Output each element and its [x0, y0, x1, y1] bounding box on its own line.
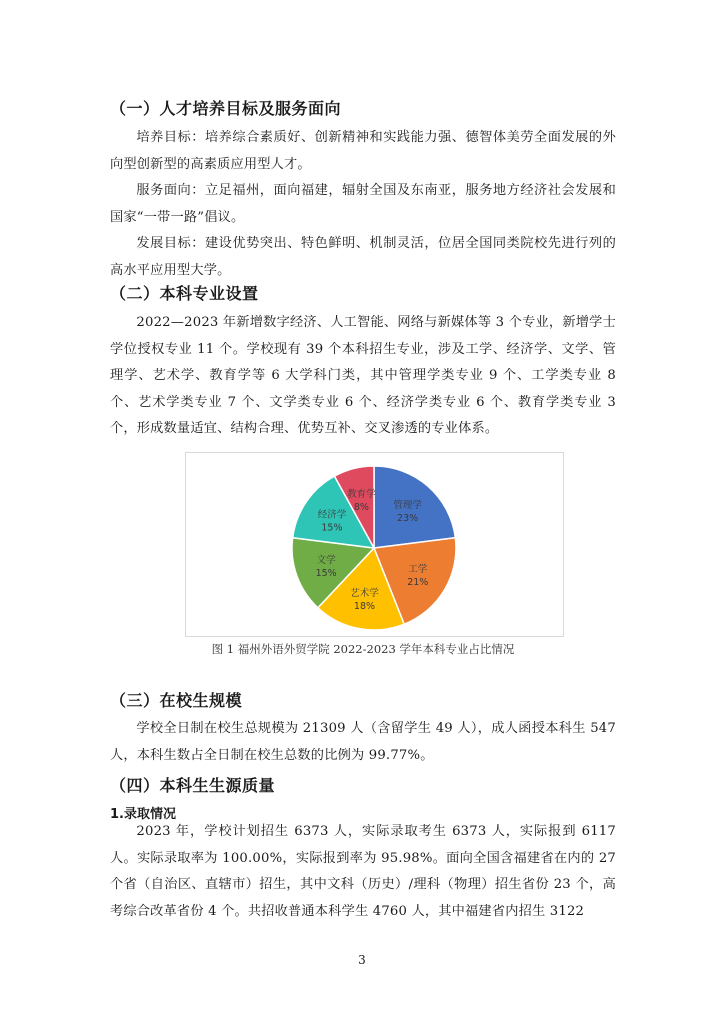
pie-chart-frame [185, 452, 564, 637]
pie-label-percent: 18% [353, 600, 376, 612]
page-number: 3 [358, 953, 366, 967]
figure-caption: 图 1 福州外语外贸学院 2022-2023 学年本科专业占比情况 [211, 642, 515, 656]
pie-label-percent: 15% [315, 568, 337, 580]
section1-goal: 培养目标：培养综合素质好、创新精神和实践能力强、德智体美劳全面发展的外向型创新型的高素质应用型人才。 [110, 130, 616, 172]
pie-label-category: 文学 [316, 555, 336, 567]
section4-heading: （四）本科生生源质量 [110, 776, 276, 795]
pie-label-category: 工学 [408, 563, 428, 575]
pie-label-category: 教育学 [347, 488, 376, 500]
section1-heading: （一）人才培养目标及服务面向 [110, 99, 342, 118]
major-distribution-pie-chart [186, 453, 563, 636]
pie-label-percent: 23% [397, 512, 419, 524]
pie-label-percent: 8% [353, 501, 369, 513]
section2-body: 2022—2023 年新增数字经济、人工智能、网络与新媒体等 3 个专业，新增学士学位授权专业 11 个。学校现有 39 个本科招生专业，涉及工学、经济学、文学、管理学、艺术学、教育学等 6 大学科门类，其中管理学类专业 9 个、工学类专业 8 个、艺术学类专业 7 个、文学类专业 6 个、经济学类专业 6 个、教育学类专业 3 个，形成数量适宜、结构合理、优势互补、交叉渗透的专业体系。 [110, 315, 616, 436]
section1-development: 发展目标：建设优势突出、特色鲜明、机制灵活，位居全国同类院校先进行列的高水平应用型大学。 [110, 236, 616, 278]
admission-subheading: 1.录取情况 [110, 807, 176, 822]
section2-heading: （二）本科专业设置 [110, 284, 259, 303]
section3-heading: （三）在校生规模 [110, 691, 243, 710]
pie-label-percent: 15% [321, 522, 343, 534]
section1-service: 服务面向：立足福州，面向福建，辐射全国及东南亚，服务地方经济社会发展和国家“一带一路”倡议。 [110, 183, 616, 225]
section3-body: 学校全日制在校生总规模为 21309 人（含留学生 49 人），成人函授本科生 547 人，本科生数占全日制在校生总数的比例为 99.77%。 [110, 721, 616, 763]
pie-label-percent: 21% [407, 576, 429, 588]
pie-label-category: 艺术学 [350, 587, 379, 599]
pie-label-category: 经济学 [317, 509, 347, 521]
pie-label-category: 管理学 [393, 499, 422, 511]
admission-body: 2023 年，学校计划招生 6373 人，实际录取考生 6373 人，实际报到 6117 人。实际录取率为 100.00%，实际报到率为 95.98%。面向全国含福建省在内的 27 个省（自治区、直辖市）招生，其中文科（历史）/理科（物理）招生省份 23 个，高考综合改革省份 4 个。共招收普通本科学生 4760 人，其中福建省内招生 3122 [110, 824, 616, 919]
